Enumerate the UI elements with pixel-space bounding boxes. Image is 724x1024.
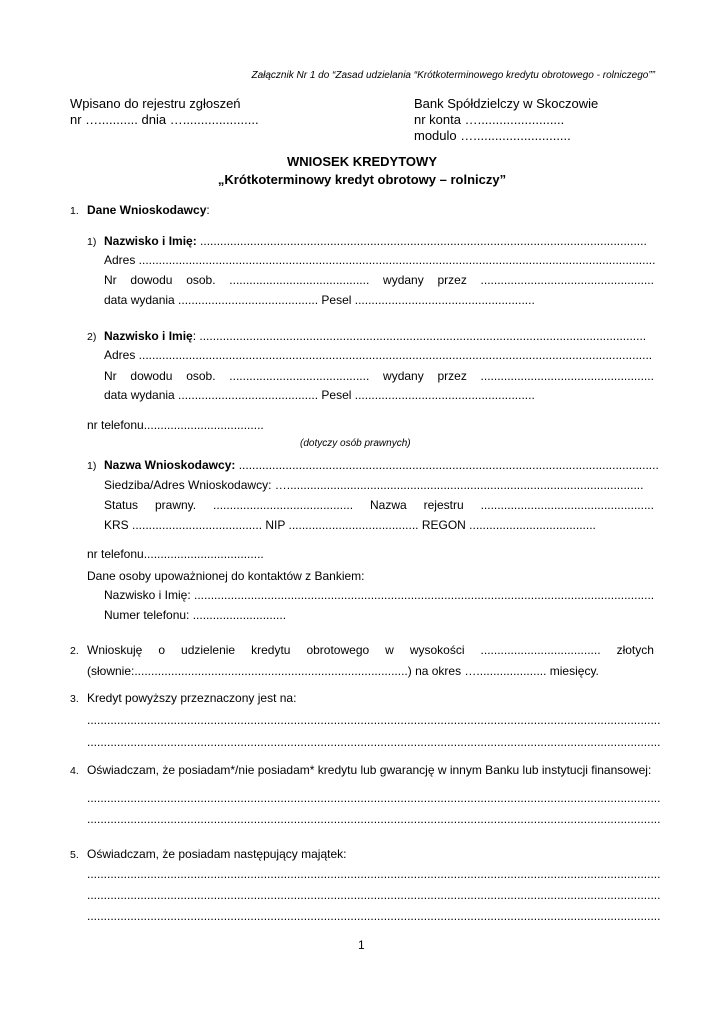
person-1-issue-pesel-field[interactable]: data wydania .......................................... Pesel ...................................................... xyxy=(104,293,535,307)
word: rejestru xyxy=(423,498,464,512)
company-seat-field[interactable]: Siedziba/Adres Wnioskodawcy: …........................................................................................................... xyxy=(104,478,644,492)
word: Status xyxy=(104,498,139,512)
credit-amount-row xyxy=(87,643,654,657)
section-1-number: 1. xyxy=(70,205,79,217)
word: przez xyxy=(437,369,467,383)
word: w xyxy=(385,643,394,657)
attachment-note: Załącznik Nr 1 do “Zasad udzielania “Krótkoterminowego kredytu obrotowego - rolniczego”” xyxy=(251,70,655,81)
assets-declaration: Oświadczam, że posiadam następujący majątek: xyxy=(87,847,347,861)
assets-field[interactable]: ............................................................................................................................................................................ xyxy=(87,888,660,902)
section-1-heading-text: Dane Wnioskodawcy xyxy=(87,203,207,217)
person-1-name-label: Nazwisko i Imię: xyxy=(104,234,197,248)
word: przez xyxy=(437,273,467,287)
person-1-id-row xyxy=(104,273,654,287)
credit-purpose-field[interactable]: ............................................................................................................................................................................ xyxy=(87,735,660,749)
word: dowodu xyxy=(130,369,173,383)
person-2-address-field[interactable]: Adres .......................................................................................................................................................... xyxy=(104,348,653,362)
section-1-heading-colon: : xyxy=(206,203,210,217)
legal-status-field[interactable]: .......................................... xyxy=(213,498,354,512)
word: udzielenie xyxy=(181,643,236,657)
contact-name-field[interactable]: Nazwisko i Imię: .......................................................................................................................................... xyxy=(104,588,655,602)
person-1-issuer-field[interactable]: .................................................... xyxy=(480,273,654,287)
word: złotych xyxy=(616,643,654,657)
section-1-heading xyxy=(87,203,210,217)
contact-phone-field[interactable]: Numer telefonu: ............................ xyxy=(104,608,287,622)
word: Wnioskuję xyxy=(87,643,143,657)
registry-line-2: nr …........... dnia …..................... xyxy=(70,112,259,127)
form-subtitle: „Krótkoterminowy kredyt obrotowy – rolniczy” xyxy=(217,172,507,187)
person-1-id-number-field[interactable]: .......................................... xyxy=(229,273,370,287)
credit-amount-field[interactable]: .................................... xyxy=(480,643,601,657)
company-status-row xyxy=(104,498,654,512)
bank-name: Bank Spółdzielczy w Skoczowie xyxy=(414,96,599,111)
section-5-number: 5. xyxy=(70,849,79,861)
section-4-number: 4. xyxy=(70,765,79,777)
other-credits-declaration: Oświadczam, że posiadam*/nie posiadam* kredytu lub gwarancję w innym Banku lub instytucji finansowej: xyxy=(87,763,652,777)
person-1-name-row xyxy=(104,234,647,248)
person-1-number: 1) xyxy=(87,236,97,248)
word: osob. xyxy=(186,369,216,383)
credit-purpose-label: Kredyt powyższy przeznaczony jest na: xyxy=(87,691,297,705)
phone-field-2[interactable]: nr telefonu.................................... xyxy=(87,547,264,561)
bank-account: nr konta …........................ xyxy=(414,112,565,127)
other-credits-field[interactable]: ............................................................................................................................................................................ xyxy=(87,791,660,805)
word: kredytu xyxy=(251,643,291,657)
word: Nazwa xyxy=(370,498,407,512)
word: Nr xyxy=(104,369,117,383)
section-2-number: 2. xyxy=(70,645,79,657)
person-1-address-field[interactable]: Adres ........................................................................................................................................................... xyxy=(104,253,656,267)
bank-modulo: modulo …........................... xyxy=(414,128,571,143)
krs-nip-regon-field[interactable]: KRS ....................................... NIP ....................................... REGON ...................................... xyxy=(104,518,596,532)
person-2-issuer-field[interactable]: .................................................... xyxy=(480,369,654,383)
credit-purpose-field[interactable]: ............................................................................................................................................................................ xyxy=(87,713,660,727)
bank-block xyxy=(414,96,598,144)
company-number: 1) xyxy=(87,460,97,472)
word: prawny. xyxy=(154,498,197,512)
word: wydany xyxy=(383,273,424,287)
word: o xyxy=(158,643,166,657)
form-title: WNIOSEK KREDYTOWY xyxy=(287,154,437,169)
person-2-id-row xyxy=(104,369,654,383)
other-credits-field[interactable]: ............................................................................................................................................................................ xyxy=(87,812,660,826)
word: wydany xyxy=(383,369,424,383)
person-2-id-number-field[interactable]: .......................................... xyxy=(229,369,370,383)
person-2-number: 2) xyxy=(87,331,97,343)
registry-name-field[interactable]: .................................................... xyxy=(480,498,654,512)
assets-field[interactable]: ............................................................................................................................................................................ xyxy=(87,867,660,881)
section-3-number: 3. xyxy=(70,693,79,705)
company-name-label: Nazwa Wnioskodawcy: xyxy=(104,458,236,472)
person-2-issue-pesel-field[interactable]: data wydania .......................................... Pesel ...................................................... xyxy=(104,388,535,402)
person-2-name-label: Nazwisko i Imię xyxy=(104,329,193,343)
registry-block xyxy=(70,96,259,128)
word: dowodu xyxy=(130,273,173,287)
registry-line-1: Wpisano do rejestru zgłoszeń xyxy=(70,96,241,111)
phone-field-1[interactable]: nr telefonu.................................... xyxy=(87,418,264,432)
amount-in-words-period-field[interactable]: (słownie:..................................................................................) na okres …..................... miesięcy. xyxy=(87,664,599,678)
person-2-name-field[interactable]: : ...................................................................................................................................... xyxy=(192,329,647,343)
word: Nr xyxy=(104,273,117,287)
person-2-name-row xyxy=(104,329,646,343)
company-name-row xyxy=(104,458,659,472)
contact-person-heading: Dane osoby upoważnionej do kontaktów z Bankiem: xyxy=(87,569,365,583)
word: obrotowego xyxy=(306,643,370,657)
word: wysokości xyxy=(409,643,465,657)
page-number: 1 xyxy=(358,938,365,952)
company-name-field[interactable]: .............................................................................................................................. xyxy=(238,458,659,472)
word: osob. xyxy=(186,273,216,287)
assets-field[interactable]: ............................................................................................................................................................................ xyxy=(87,909,660,923)
person-1-name-field[interactable]: ...................................................................................................................................... xyxy=(200,234,647,248)
legal-entities-note: (dotyczy osób prawnych) xyxy=(300,438,411,449)
